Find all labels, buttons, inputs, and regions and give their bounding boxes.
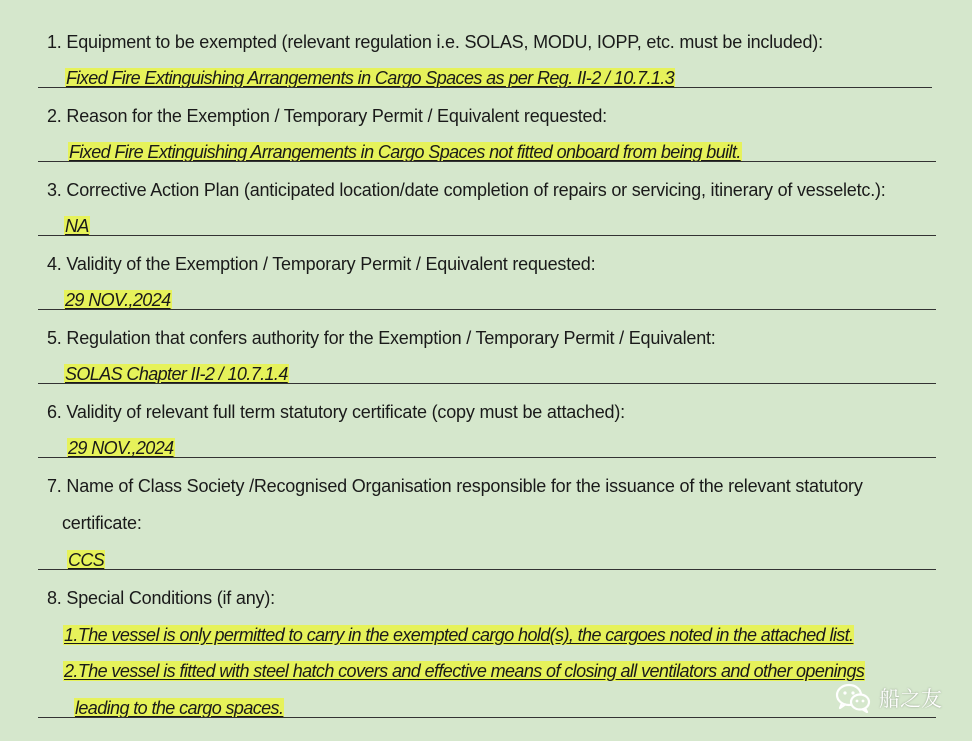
item-2-answer: Fixed Fire Extinguishing Arrangements in Cargo Spaces not fitted onboard from being built. (69, 142, 741, 162)
item-1-answer: Fixed Fire Extinguishing Arrangements in Cargo Spaces as per Reg. II-2 / 10.7.1.3 (66, 68, 675, 88)
item-4-question: 4. Validity of the Exemption / Temporary Permit / Equivalent requested: (47, 254, 596, 274)
item-4-rule (38, 309, 936, 310)
wechat-icon (835, 683, 871, 713)
watermark (835, 683, 942, 713)
item-6-answer: 29 NOV.,2024 (68, 438, 174, 458)
item-8-answer-line-1: 1.The vessel is only permitted to carry in the exempted cargo hold(s), the cargoes noted in the attached list. (64, 625, 854, 645)
item-7-question: 7. Name of Class Society /Recognised Organisation responsible for the issuance of the relevant statutory (47, 476, 863, 496)
item-1-question: 1. Equipment to be exempted (relevant regulation i.e. SOLAS, MODU, IOPP, etc. must be included): (47, 32, 823, 52)
item-2-rule (38, 161, 936, 162)
watermark-text: 船之友 (879, 687, 942, 711)
item-6-question: 6. Validity of relevant full term statutory certificate (copy must be attached): (47, 402, 625, 422)
item-6-rule (38, 457, 936, 458)
item-3-question: 3. Corrective Action Plan (anticipated location/date completion of repairs or servicing, itinerary of vesseletc.): (47, 180, 886, 200)
item-2-question: 2. Reason for the Exemption / Temporary Permit / Equivalent requested: (47, 106, 607, 126)
item-5-answer: SOLAS Chapter II-2 / 10.7.1.4 (65, 364, 288, 384)
item-1-rule (38, 87, 932, 88)
item-7-answer: CCS (68, 550, 105, 570)
item-8-rule (38, 717, 936, 718)
item-7-question-continued: certificate: (62, 513, 142, 533)
item-5-rule (38, 383, 936, 384)
item-7-rule (38, 569, 936, 570)
item-4-answer: 29 NOV.,2024 (65, 290, 171, 310)
item-3-rule (38, 235, 936, 236)
item-8-answer-line-2: 2.The vessel is fitted with steel hatch covers and effective means of closing all ventilators and other openings (64, 661, 865, 681)
item-8-answer-line-3: leading to the cargo spaces. (75, 698, 284, 718)
item-3-answer: NA (65, 216, 89, 236)
item-5-question: 5. Regulation that confers authority for the Exemption / Temporary Permit / Equivalent: (47, 328, 716, 348)
item-8-question: 8. Special Conditions (if any): (47, 588, 275, 608)
